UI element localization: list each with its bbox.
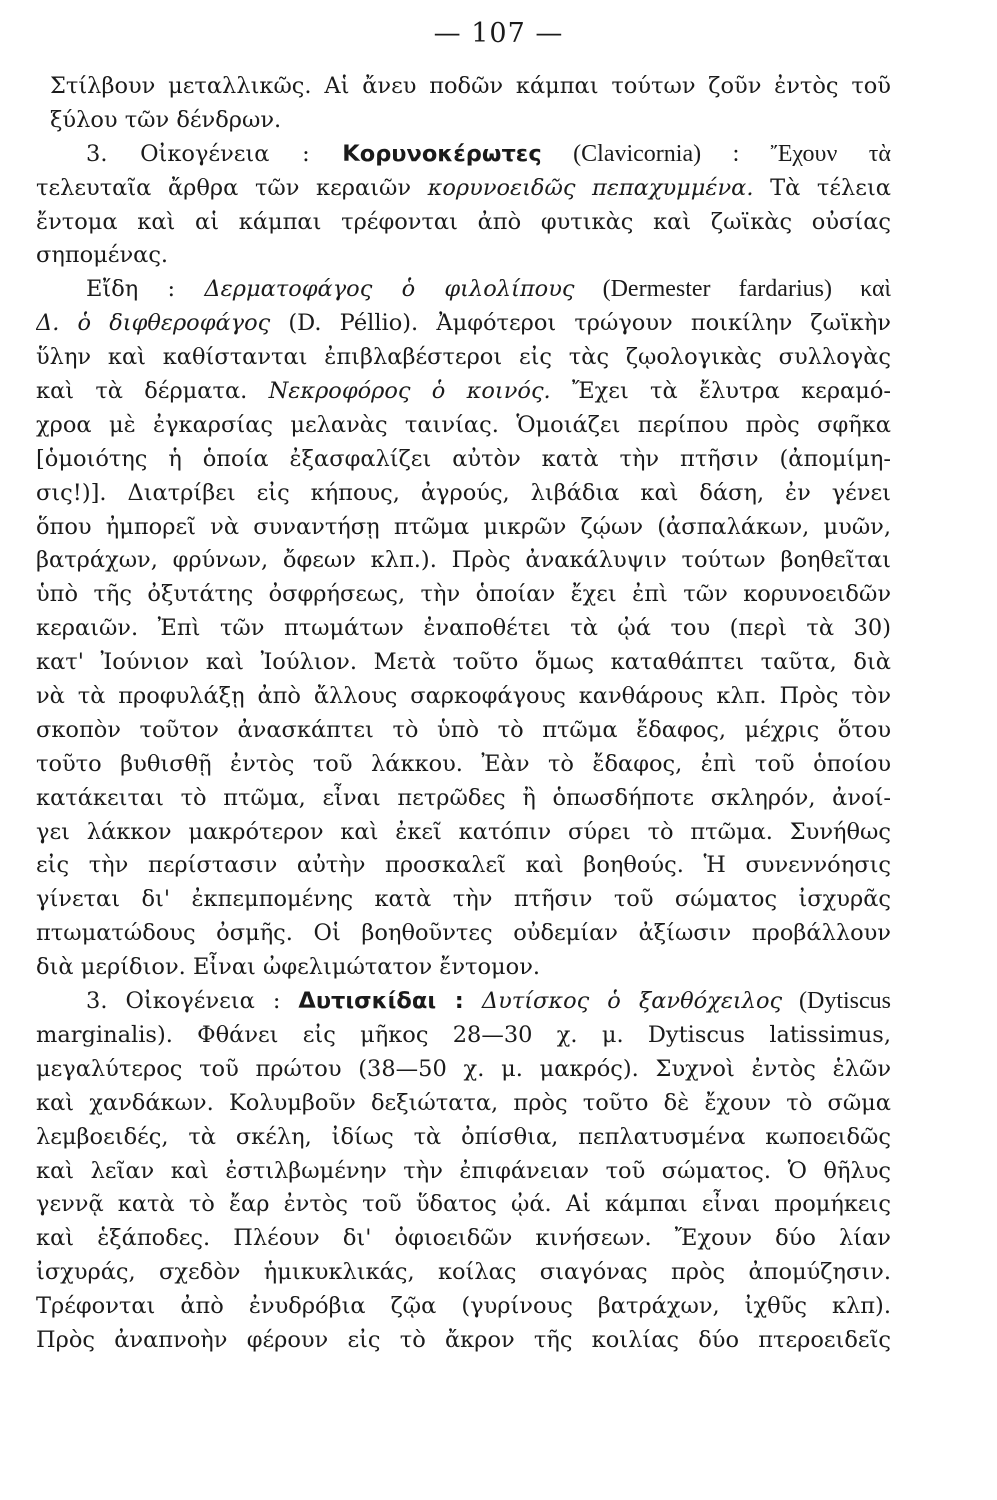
text-line: [36, 544, 891, 578]
text-segment: πτωματώδους ὀσμῆς. Οἱ βοηθοῦντες οὐδεμίαν ἀξίωσιν προβάλλουν: [36, 920, 891, 947]
text-line: [36, 612, 891, 646]
text-segment: ὑπὸ τῆς ὀξυτάτης ὀσφρήσεως, τὴν ὁποίαν ἔχει ἐπὶ τῶν κορυνοειδῶν: [36, 581, 891, 608]
text-segment: σηπομένας.: [36, 242, 169, 269]
text-segment: Τρέφονται ἀπὸ ἐνυδρόβια ζῷα (γυρίνους βατράχων, ἰχθῦς κλπ).: [36, 1293, 891, 1320]
page-number: — 107 —: [433, 18, 564, 49]
italic-term: κορυνοειδῶς πεπαχυμμένα.: [427, 174, 754, 201]
text-segment: γεννᾷ κατὰ τὸ ἔαρ ἐντὸς τοῦ ὕδατος ᾠά. Αἱ κάμπαι εἶναι προμήκεις: [36, 1191, 891, 1218]
text-segment: 3. Οἰκογένεια :: [86, 140, 343, 167]
text-line: [36, 307, 891, 341]
text-line: [36, 409, 891, 443]
text-segment: γει λάκκον μακρότερον καὶ ἐκεῖ κατόπιν σύρει τὸ πτῶμα. Συνήθως: [36, 818, 891, 845]
text-segment: λεμβοειδές, τὰ σκέλη, ἰδίως τὰ ὀπίσθια, πεπλατυσμένα κωποειδῶς: [36, 1123, 891, 1150]
text-segment: γίνεται δι' ἐκπεμπομένης κατὰ τὴν πτῆσιν τοῦ σώματος ἰσχυρᾶς: [36, 886, 891, 913]
text-segment: Ἔχει τὰ ἔλυτρα κεραμό-: [550, 378, 891, 405]
text-line: [36, 883, 891, 917]
text-segment: ἔντομα καὶ αἱ κάμπαι τρέφονται ἀπὸ φυτικὰς καὶ ζωϊκὰς οὐσίας: [36, 208, 891, 235]
text-segment: ξύλου τῶν δένδρων.: [50, 106, 282, 133]
text-segment: κατάκειται τὸ πτῶμα, εἶναι πετρῶδες ἢ ὁπωσδήποτε σκληρόν, ἀνοί-: [36, 784, 891, 811]
text-segment: ὕλην καὶ καθίστανται ἐπιβλαβέστεροι εἰς τὰς ζῳολογικὰς συλλογὰς: [36, 344, 891, 371]
text-line: [36, 917, 891, 951]
text-segment: κεραιῶν. Ἐπὶ τῶν πτωμάτων ἐναποθέτει τὰ ᾠά του (περὶ τὰ 30): [36, 615, 891, 642]
text-segment: καὶ ἑξάποδες. Πλέουν δι' ὀφιοειδῶν κινήσεων. Ἔχουν δύο λίαν: [36, 1225, 891, 1252]
text-segment: καὶ λεῖαν καὶ ἐστιλβωμένην τὴν ἐπιφάνειαν τοῦ σώματος. Ὁ θῆλυς: [36, 1157, 891, 1184]
text-segment: σκοπὸν τοῦτον ἀνασκάπτει τὸ ὑπὸ τὸ πτῶμα ἔδαφος, μέχρις ὅτου: [36, 716, 891, 743]
text-segment: ὅπου ἠμπορεῖ νὰ συναντήσῃ πτῶμα μικρῶν ζῴων (ἀσπαλάκων, μυῶν,: [36, 513, 891, 540]
text-line: [36, 714, 891, 748]
family-heading: Κορυνοκέρωτες: [342, 140, 542, 167]
text-segment: χροα μὲ ἐγκαρσίας μελανὰς ταινίας. Ὁμοιάζει περίπου πρὸς σφῆκα: [36, 411, 891, 438]
text-line: [36, 443, 891, 477]
text-segment: Πρὸς ἀναπνοὴν φέρουν εἰς τὸ ἄκρον τῆς κοιλίας δύο πτεροειδεῖς: [36, 1326, 891, 1353]
text-segment: (Dermester fardarius) καὶ: [574, 276, 891, 303]
text-line: [36, 646, 891, 680]
text-line: [36, 273, 891, 307]
text-line: [36, 1290, 891, 1324]
text-line: [36, 1087, 891, 1121]
family-heading: Δυτισκίδαι :: [298, 988, 464, 1015]
text-line: [36, 172, 891, 206]
text-segment: [464, 988, 482, 1014]
text-segment: τοῦτο βυθισθῇ ἐντὸς τοῦ λάκκου. Ἐὰν τὸ ἔδαφος, ἐπὶ τοῦ ὁποίου: [36, 750, 891, 777]
text-segment: τελευταῖα ἄρθρα τῶν κεραιῶν: [36, 174, 428, 201]
text-segment: μεγαλύτερος τοῦ πρώτου (38—50 χ. μ. μακρός). Συχνοὶ ἐντὸς ἑλῶν: [36, 1055, 891, 1082]
text-segment: Στίλβουν μεταλλικῶς. Αἱ ἄνευ ποδῶν κάμπαι τούτων ζοῦν ἐντὸς τοῦ: [50, 73, 891, 99]
text-line: [36, 680, 891, 714]
text-line: [36, 748, 891, 782]
text-segment: Τὰ τέλεια: [753, 174, 891, 201]
text-line: [36, 578, 891, 612]
text-line: [36, 985, 891, 1019]
text-line: [36, 104, 891, 138]
species-name: Νεκροφόρος ὁ κοινός.: [268, 378, 551, 405]
text-segment: κατ' Ἰούνιον καὶ Ἰούλιον. Μετὰ τοῦτο ὅμως καταθάπτει ταῦτα, διὰ: [36, 649, 891, 676]
text-line: [36, 1256, 891, 1290]
text-line: [36, 849, 891, 883]
text-line: [36, 1188, 891, 1222]
text-segment: εἰς τὴν περίστασιν αὐτὴν προσκαλεῖ καὶ βοηθούς. Ἡ συνεννόησις: [36, 852, 891, 879]
species-name: Δυτίσκος ὁ ξανθόχειλος: [481, 988, 783, 1015]
species-name: Δερματοφάγος ὁ φιλολίπους: [204, 276, 575, 303]
text-line: [36, 239, 891, 273]
species-name: Δ. ὁ διφθεροφάγος: [36, 310, 271, 337]
text-segment: καὶ χανδάκων. Κολυμβοῦν δεξιώτατα, πρὸς τοῦτο δὲ ἔχουν τὸ σῶμα: [36, 1089, 891, 1116]
text-segment: (Dytiscus: [782, 988, 891, 1015]
text-segment: διὰ μερίδιον. Εἶναι ὠφελιμώτατον ἔντομον.: [36, 954, 541, 981]
text-segment: νὰ τὰ προφυλάξῃ ἀπὸ ἄλλους σαρκοφάγους κανθάρους κλπ. Πρὸς τὸν: [36, 683, 891, 710]
text-line: [36, 951, 891, 985]
text-line: [36, 477, 891, 511]
text-segment: (D. Péllio). Ἀμφότεροι τρώγουν ποικίλην ζωϊκὴν: [270, 310, 891, 337]
text-segment: (Clavicornia) : Ἔχουν τὰ: [541, 140, 891, 167]
text-line: [36, 816, 891, 850]
text-line: [36, 1053, 891, 1087]
text-line: [36, 1324, 891, 1358]
text-segment: marginalis). Φθάνει εἰς μῆκος 28—30 χ. μ. Dytiscus latissimus,: [36, 1021, 891, 1048]
text-segment: Εἴδη :: [86, 276, 205, 303]
text-segment: σις!)]. Διατρίβει εἰς κήπους, ἀγρούς, λιβάδια καὶ δάση, ἐν γένει: [36, 479, 891, 506]
body-text: [36, 70, 891, 1358]
text-line: [36, 375, 891, 409]
text-segment: 3. Οἰκογένεια :: [86, 988, 299, 1015]
text-line: [36, 782, 891, 816]
text-line: [36, 511, 891, 545]
text-line: [36, 70, 891, 104]
text-line: [36, 138, 891, 172]
text-line: [36, 1019, 891, 1053]
text-line: [36, 1155, 891, 1189]
text-segment: καὶ τὰ δέρματα.: [36, 378, 269, 405]
text-line: [36, 1222, 891, 1256]
text-line: [36, 1121, 891, 1155]
text-segment: [ὁμοιότης ἡ ὁποία ἐξασφαλίζει αὐτὸν κατὰ τὴν πτῆσιν (ἀπομίμη-: [36, 445, 891, 472]
text-segment: ἰσχυράς, σχεδὸν ἡμικυκλικάς, κοίλας σιαγόνας πρὸς ἀπομύζησιν.: [36, 1259, 891, 1286]
text-segment: βατράχων, φρύνων, ὄφεων κλπ.). Πρὸς ἀνακάλυψιν τούτων βοηθεῖται: [36, 547, 891, 574]
text-line: [36, 206, 891, 240]
text-line: [36, 341, 891, 375]
